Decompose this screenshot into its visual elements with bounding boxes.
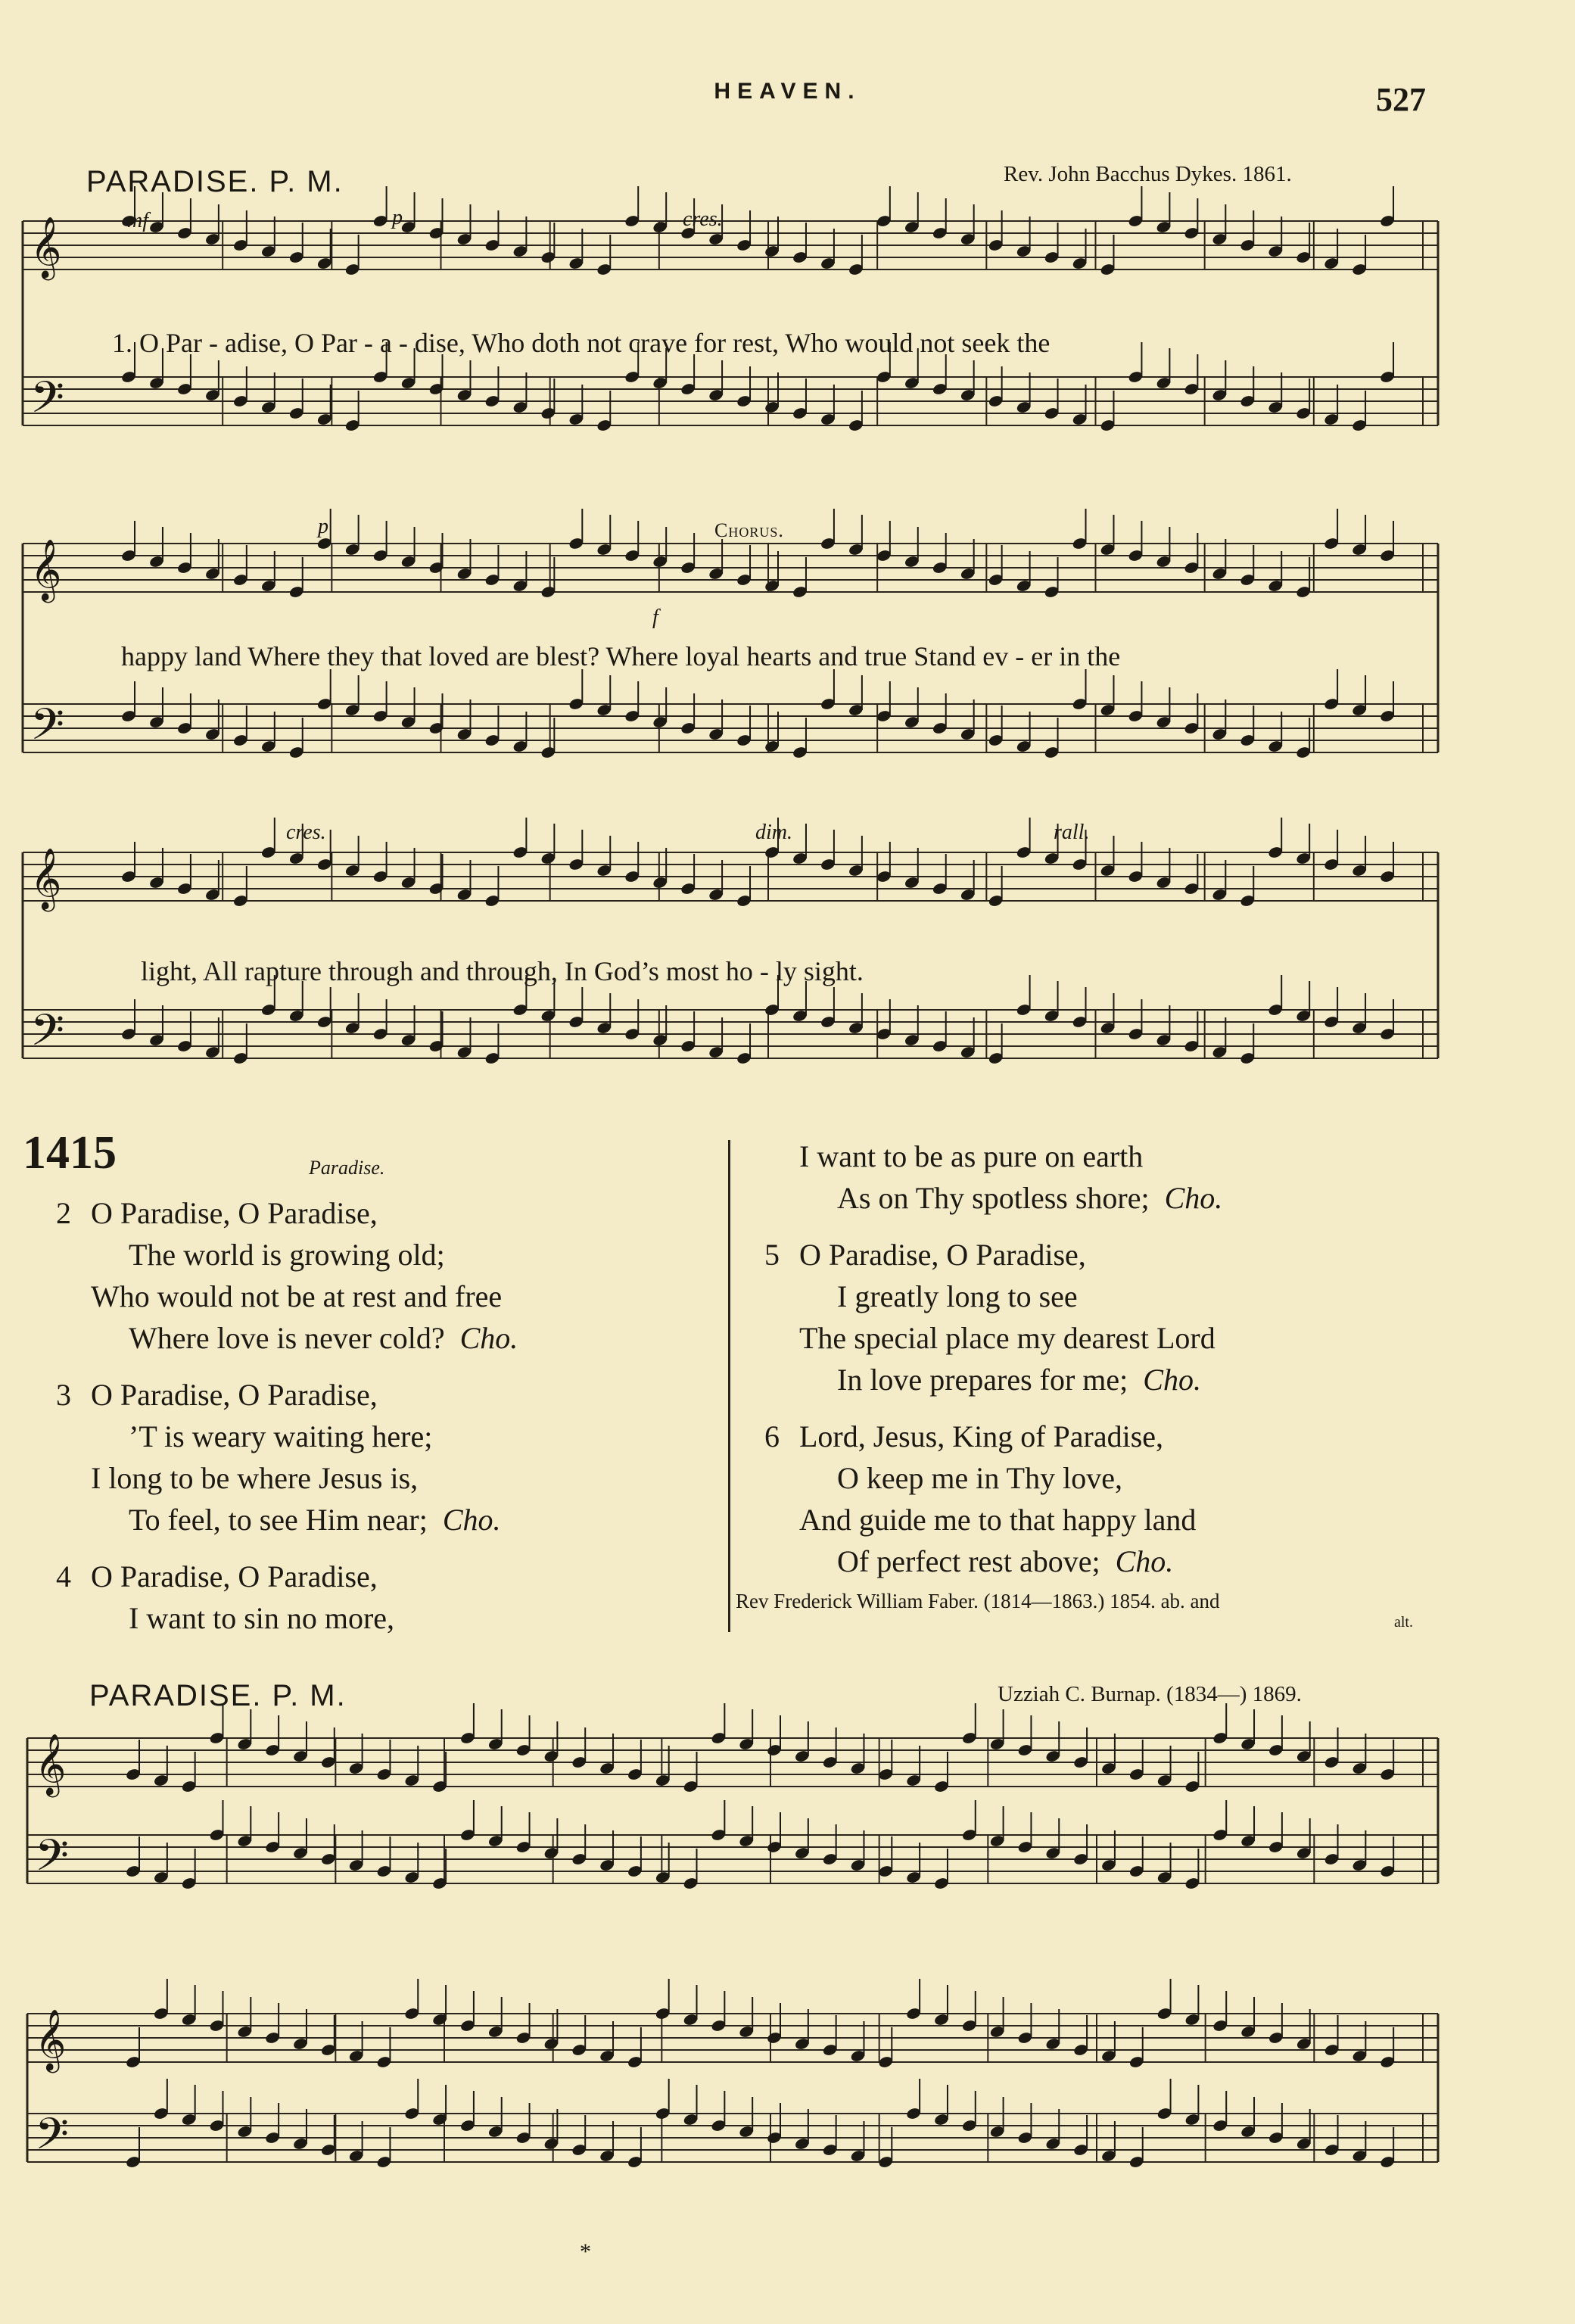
stanza-number: 4: [56, 1559, 71, 1593]
stanza-line: Who would not be at rest and free: [91, 1279, 503, 1313]
clef-icon: 𝄢: [35, 2108, 70, 2170]
hymn-subtitle: Paradise.: [309, 1157, 385, 1179]
stanza-line: O keep me in Thy love,: [837, 1461, 1122, 1495]
clef-icon: 𝄢: [30, 699, 65, 761]
composer-credit: Uzziah C. Burnap. (1834—) 1869.: [998, 1682, 1302, 1706]
stanza-line: ’T is weary waiting here;: [129, 1419, 433, 1453]
stanza-line: 2 O Paradise, O Paradise,: [56, 1192, 518, 1234]
lyric-line-2: happy land Where they that loved are blest? Where loyal hearts and true Stand ev - er in the: [121, 641, 1121, 671]
stanza-line: I greatly long to see: [837, 1279, 1078, 1313]
stanza-line: I want to sin no more,: [129, 1601, 395, 1635]
footer-mark: *: [580, 2239, 591, 2264]
lyric-line-1: 1. O Par - adise, O Par - a - dise, Who doth not crave for rest, Who would not seek the: [112, 328, 1051, 358]
chorus-cue: Cho.: [444, 1321, 518, 1355]
clef-icon: 𝄢: [30, 372, 65, 434]
stanza-number: 2: [56, 1196, 71, 1230]
dynamic-rall: rall.: [1054, 821, 1090, 844]
stanza-line: Of perfect rest above; Cho.: [837, 1544, 1174, 1578]
composer-credit: Rev. John Bacchus Dykes. 1861.: [1004, 162, 1292, 186]
clef-icon: 𝄢: [35, 1830, 70, 1892]
stanza-line: 4 O Paradise, O Paradise,: [56, 1556, 518, 1597]
dynamic-f: f: [652, 606, 658, 629]
chorus-cue: Cho.: [1128, 1363, 1201, 1397]
text-attribution-tail: alt.: [1394, 1614, 1413, 1631]
tune-name: PARADISE. P. M.: [86, 165, 344, 198]
stanza-line: And guide me to that happy land: [799, 1503, 1197, 1537]
stanza-line: The special place my dearest Lord: [799, 1321, 1215, 1355]
dynamic-mf: mf: [127, 209, 148, 232]
stanza-line: To feel, to see Him near; Cho.: [129, 1503, 501, 1537]
chorus-label: Chorus.: [714, 519, 784, 541]
stanza-line: In love prepares for me; Cho.: [837, 1363, 1201, 1397]
stanza-number: 3: [56, 1378, 71, 1412]
clef-icon: 𝄞: [35, 1733, 67, 1795]
stanza-number: 5: [764, 1238, 780, 1272]
running-title: HEAVEN.: [714, 79, 861, 104]
stanza-line: 5 O Paradise, O Paradise,: [764, 1234, 1222, 1276]
stanza-line: As on Thy spotless shore; Cho.: [837, 1181, 1223, 1215]
lyric-line-3: light, All rapture through and through, In God’s most ho - ly sight.: [141, 956, 864, 986]
stanza-line: 3 O Paradise, O Paradise,: [56, 1374, 518, 1416]
dynamic-dim: dim.: [755, 821, 792, 844]
clef-icon: 𝄢: [30, 1005, 65, 1067]
dynamic-cres: cres.: [683, 207, 723, 231]
stanza-line: Where love is never cold? Cho.: [129, 1321, 518, 1355]
stanzas-right: [764, 1136, 1222, 1582]
clef-icon: 𝄞: [30, 847, 62, 909]
stanza-line: I long to be where Jesus is,: [91, 1461, 419, 1495]
clef-icon: 𝄞: [30, 538, 62, 600]
stanza-line: I want to be as pure on earth: [799, 1139, 1144, 1173]
chorus-cue: Cho.: [1149, 1181, 1223, 1215]
stanza-line: 6 Lord, Jesus, King of Paradise,: [764, 1416, 1222, 1457]
clef-icon: 𝄞: [30, 216, 62, 278]
stanzas-left: [56, 1192, 518, 1639]
dynamic-p: p: [392, 206, 403, 229]
chorus-cue: Cho.: [427, 1503, 501, 1537]
page-number: 527: [1376, 81, 1426, 118]
dynamic-cres: cres.: [286, 821, 326, 844]
clef-icon: 𝄞: [35, 2008, 67, 2070]
chorus-cue: Cho.: [1100, 1544, 1174, 1578]
stanza-number: 6: [764, 1419, 780, 1453]
stanza-line: The world is growing old;: [129, 1238, 445, 1272]
text-attribution: Rev Frederick William Faber. (1814—1863.) 1854. ab. and: [736, 1590, 1220, 1612]
tune-name: PARADISE. P. M.: [89, 1679, 347, 1712]
column-divider: [728, 1140, 730, 1632]
hymn-number: 1415: [23, 1127, 117, 1179]
dynamic-p: p: [318, 515, 328, 538]
